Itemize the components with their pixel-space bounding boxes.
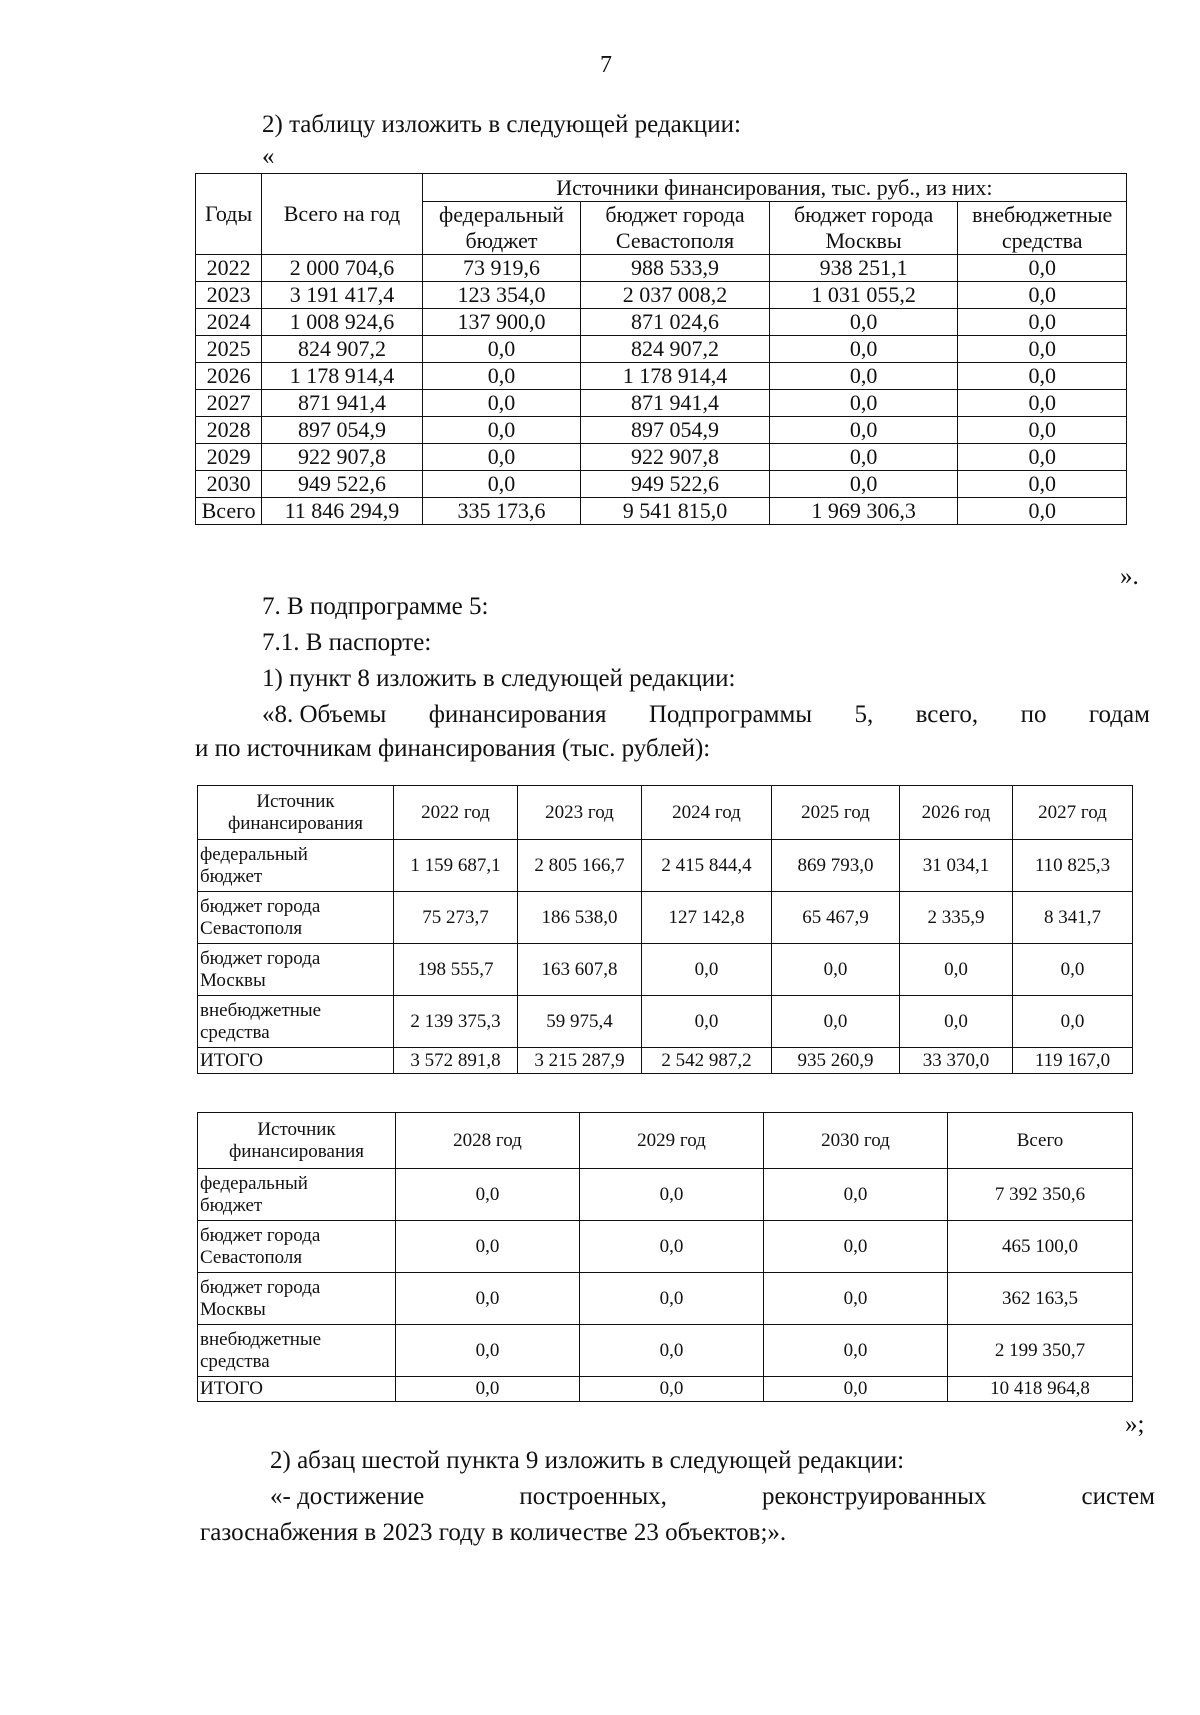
justified-word: «- достижение <box>270 1483 425 1510</box>
value-cell: 0,0 <box>580 1221 764 1273</box>
table-row <box>198 944 1133 996</box>
table-row <box>196 444 1127 471</box>
table-cell: 1 969 306,3 <box>769 498 958 525</box>
col-header-federal-1: федеральный <box>422 202 581 229</box>
col-header-sev-1: бюджет города <box>581 202 770 229</box>
table-row <box>196 471 1127 498</box>
table-cell: 0,0 <box>769 390 958 417</box>
intro-paragraph: 2) таблицу изложить в следующей редакции: <box>262 111 741 138</box>
table-row <box>196 498 1127 525</box>
row-label-cell <box>198 1325 396 1377</box>
table-row <box>198 1169 1133 1221</box>
header-source-line-1: Источник <box>257 1118 336 1140</box>
value-cell: 110 825,3 <box>1013 840 1133 892</box>
table-cell: 0,0 <box>769 336 958 363</box>
table-cell: 0,0 <box>958 471 1127 498</box>
value-cell: 33 370,0 <box>900 1048 1013 1074</box>
justified-word: финансирования <box>428 701 607 728</box>
row-label-line-1: ИТОГО <box>200 1049 264 1071</box>
table-header-row <box>198 786 1133 840</box>
year-header-cell: 2025 год <box>772 786 900 840</box>
header-source-line-2: финансирования <box>227 812 364 834</box>
table-cell: 2024 <box>196 309 262 336</box>
value-cell: 2 542 987,2 <box>642 1048 772 1074</box>
open-quote: « <box>262 143 275 170</box>
row-label-cell <box>198 1048 394 1074</box>
value-cell: 0,0 <box>772 944 900 996</box>
row-label-line-1: федеральный <box>200 1172 308 1194</box>
value-cell: 3 215 287,9 <box>518 1048 642 1074</box>
value-cell: 2 805 166,7 <box>518 840 642 892</box>
col-header-sev-2: Севастополя <box>581 228 770 255</box>
value-cell: 0,0 <box>396 1325 580 1377</box>
table-row <box>196 390 1127 417</box>
close-quote-2: »; <box>1125 1411 1145 1438</box>
value-cell: 0,0 <box>764 1221 948 1273</box>
table-cell: 0,0 <box>958 309 1127 336</box>
value-cell: 127 142,8 <box>642 892 772 944</box>
justified-word: Подпрограммы <box>648 701 813 728</box>
value-cell: 0,0 <box>900 944 1013 996</box>
row-label-line-2: средства <box>200 1350 270 1372</box>
row-label-line-1: федеральный <box>200 843 308 865</box>
table-cell: 0,0 <box>422 417 581 444</box>
row-label-line-2: бюджет <box>200 1194 263 1216</box>
row-label-line-2: Севастополя <box>200 1246 303 1268</box>
col-header-extra-1: внебюджетные <box>958 202 1127 229</box>
value-cell: 0,0 <box>396 1377 580 1402</box>
col-header-msk-1: бюджет города <box>769 202 958 229</box>
row-label-line-2: бюджет <box>200 865 263 887</box>
value-cell: 0,0 <box>764 1169 948 1221</box>
year-header-cell: 2022 год <box>394 786 518 840</box>
table-cell: 137 900,0 <box>422 309 581 336</box>
table-cell: 1 031 055,2 <box>769 282 958 309</box>
financing-table-2022-2027 <box>197 785 1133 1074</box>
table-cell: 949 522,6 <box>262 471 423 498</box>
table-cell: 11 846 294,9 <box>262 498 423 525</box>
table-cell: Всего <box>196 498 262 525</box>
table-cell: 73 919,6 <box>422 255 581 282</box>
table-cell: 0,0 <box>422 390 581 417</box>
table-cell: 0,0 <box>422 471 581 498</box>
table-cell: 335 173,6 <box>422 498 581 525</box>
table-cell: 3 191 417,4 <box>262 282 423 309</box>
value-cell: 0,0 <box>396 1221 580 1273</box>
justified-word: реконструированных <box>762 1483 987 1510</box>
row-label-line-1: бюджет города <box>200 947 321 969</box>
table-cell: 0,0 <box>958 417 1127 444</box>
year-header-cell: 2030 год <box>764 1113 948 1169</box>
value-cell: 935 260,9 <box>772 1048 900 1074</box>
table-row <box>198 840 1133 892</box>
table-cell: 949 522,6 <box>581 471 770 498</box>
table-cell: 2028 <box>196 417 262 444</box>
justified-word: годам <box>1088 701 1150 728</box>
item-8-line-2: и по источникам финансирования (тыс. рублей): <box>195 735 711 762</box>
table-row <box>198 1273 1133 1325</box>
table-cell: 2029 <box>196 444 262 471</box>
row-label-cell <box>198 840 394 892</box>
table-cell: 0,0 <box>958 282 1127 309</box>
table-cell: 0,0 <box>422 336 581 363</box>
table-cell: 871 941,4 <box>262 390 423 417</box>
value-cell: 163 607,8 <box>518 944 642 996</box>
section-7-1-heading: 7.1. В паспорте: <box>262 629 432 656</box>
close-quote-1: ». <box>1120 563 1139 590</box>
year-header-cell: 2023 год <box>518 786 642 840</box>
header-source-cell <box>198 1113 396 1169</box>
table-cell: 0,0 <box>958 336 1127 363</box>
table-cell: 0,0 <box>958 444 1127 471</box>
value-cell: 362 163,5 <box>948 1273 1133 1325</box>
table-cell: 2025 <box>196 336 262 363</box>
row-label-line-1: бюджет города <box>200 1276 321 1298</box>
year-header-cell: Всего <box>948 1113 1133 1169</box>
table-row <box>198 1048 1133 1074</box>
table-cell: 0,0 <box>422 444 581 471</box>
row-label-line-1: бюджет города <box>200 1224 321 1246</box>
table-row <box>196 417 1127 444</box>
table-row <box>198 1221 1133 1273</box>
table-cell: 897 054,9 <box>262 417 423 444</box>
value-cell: 0,0 <box>764 1273 948 1325</box>
item-2-paragraph: 2) абзац шестой пункта 9 изложить в следующей редакции: <box>270 1447 905 1474</box>
value-cell: 186 538,0 <box>518 892 642 944</box>
value-cell: 0,0 <box>900 996 1013 1048</box>
table-cell: 2026 <box>196 363 262 390</box>
table-cell: 922 907,8 <box>262 444 423 471</box>
table-cell: 0,0 <box>769 471 958 498</box>
table-row <box>196 363 1127 390</box>
table-cell: 938 251,1 <box>769 255 958 282</box>
col-header-years: Годы <box>196 174 262 255</box>
row-label-cell <box>198 1273 396 1325</box>
row-label-line-2: Москвы <box>200 969 266 991</box>
table-cell: 9 541 815,0 <box>581 498 770 525</box>
table-row <box>198 892 1133 944</box>
value-cell: 31 034,1 <box>900 840 1013 892</box>
row-label-line-1: внебюджетные <box>200 1328 322 1350</box>
table-cell: 2022 <box>196 255 262 282</box>
last-paragraph-line-2: газоснабжения в 2023 году в количестве 23 объектов;». <box>200 1519 787 1546</box>
table-row <box>196 255 1127 282</box>
value-cell: 59 975,4 <box>518 996 642 1048</box>
row-label-cell <box>198 1169 396 1221</box>
value-cell: 8 341,7 <box>1013 892 1133 944</box>
year-header-cell: 2026 год <box>900 786 1013 840</box>
row-label-cell <box>198 1377 396 1402</box>
table-cell: 0,0 <box>958 390 1127 417</box>
last-paragraph-line-1 <box>270 1482 1155 1512</box>
justified-word: 5, <box>854 701 874 728</box>
table-cell: 922 907,8 <box>581 444 770 471</box>
value-cell: 7 392 350,6 <box>948 1169 1133 1221</box>
value-cell: 10 418 964,8 <box>948 1377 1133 1402</box>
value-cell: 198 555,7 <box>394 944 518 996</box>
row-label-line-2: Москвы <box>200 1298 266 1320</box>
col-header-sources: Источники финансирования, тыс. руб., из них: <box>422 174 1126 202</box>
year-header-cell: 2024 год <box>642 786 772 840</box>
table-cell: 1 008 924,6 <box>262 309 423 336</box>
value-cell: 119 167,0 <box>1013 1048 1133 1074</box>
table-cell: 2 000 704,6 <box>262 255 423 282</box>
table-cell: 0,0 <box>958 363 1127 390</box>
year-header-cell: 2027 год <box>1013 786 1133 840</box>
year-header-cell: 2028 год <box>396 1113 580 1169</box>
value-cell: 0,0 <box>764 1325 948 1377</box>
table-cell: 0,0 <box>769 309 958 336</box>
value-cell: 869 793,0 <box>772 840 900 892</box>
value-cell: 0,0 <box>580 1273 764 1325</box>
financing-table-2028-2030 <box>197 1112 1133 1402</box>
value-cell: 75 273,7 <box>394 892 518 944</box>
value-cell: 0,0 <box>396 1273 580 1325</box>
value-cell: 1 159 687,1 <box>394 840 518 892</box>
header-source-line-2: финансирования <box>228 1140 365 1162</box>
table-cell: 1 178 914,4 <box>581 363 770 390</box>
table-cell: 0,0 <box>958 255 1127 282</box>
value-cell: 0,0 <box>764 1377 948 1402</box>
table-cell: 2030 <box>196 471 262 498</box>
table-cell: 824 907,2 <box>581 336 770 363</box>
row-label-line-2: средства <box>200 1021 270 1043</box>
value-cell: 0,0 <box>642 944 772 996</box>
justified-word: «8. Объемы <box>262 701 387 728</box>
table-cell: 0,0 <box>769 444 958 471</box>
row-label-cell <box>198 996 394 1048</box>
value-cell: 2 199 350,7 <box>948 1325 1133 1377</box>
table-header-row <box>198 1113 1133 1169</box>
table-cell: 988 533,9 <box>581 255 770 282</box>
table-cell: 0,0 <box>769 417 958 444</box>
row-label-cell <box>198 944 394 996</box>
table-cell: 897 054,9 <box>581 417 770 444</box>
justified-word: построенных, <box>519 1483 667 1510</box>
value-cell: 0,0 <box>580 1325 764 1377</box>
table-row <box>196 336 1127 363</box>
financing-table-by-year <box>195 173 1127 525</box>
value-cell: 0,0 <box>772 996 900 1048</box>
row-label-line-1: внебюджетные <box>200 999 322 1021</box>
table-cell: 2023 <box>196 282 262 309</box>
table-row <box>196 309 1127 336</box>
section-7-heading: 7. В подпрограмме 5: <box>262 593 489 620</box>
value-cell: 465 100,0 <box>948 1221 1133 1273</box>
table-cell: 0,0 <box>769 363 958 390</box>
col-header-total: Всего на год <box>262 174 423 255</box>
table-row <box>196 282 1127 309</box>
table-cell: 2 037 008,2 <box>581 282 770 309</box>
year-header-cell: 2029 год <box>580 1113 764 1169</box>
header-source-line-1: Источник <box>256 790 335 812</box>
justified-word: систем <box>1081 1483 1155 1510</box>
row-label-line-1: бюджет города <box>200 895 321 917</box>
value-cell: 2 415 844,4 <box>642 840 772 892</box>
row-label-line-2: Севастополя <box>200 917 303 939</box>
value-cell: 65 467,9 <box>772 892 900 944</box>
table-cell: 824 907,2 <box>262 336 423 363</box>
value-cell: 0,0 <box>1013 944 1133 996</box>
table-cell: 0,0 <box>422 363 581 390</box>
value-cell: 0,0 <box>396 1169 580 1221</box>
table-row <box>198 996 1133 1048</box>
table-row <box>198 1325 1133 1377</box>
table-cell: 871 941,4 <box>581 390 770 417</box>
value-cell: 0,0 <box>580 1169 764 1221</box>
value-cell: 3 572 891,8 <box>394 1048 518 1074</box>
row-label-cell <box>198 1221 396 1273</box>
justified-word: по <box>1020 701 1047 728</box>
table-cell: 123 354,0 <box>422 282 581 309</box>
table-cell: 1 178 914,4 <box>262 363 423 390</box>
row-label-line-1: ИТОГО <box>200 1378 264 1399</box>
justified-word: всего, <box>915 701 979 728</box>
item-8-line-1 <box>262 700 1150 730</box>
value-cell: 2 139 375,3 <box>394 996 518 1048</box>
value-cell: 2 335,9 <box>900 892 1013 944</box>
header-source-cell <box>198 786 394 840</box>
row-label-cell <box>198 892 394 944</box>
value-cell: 0,0 <box>580 1377 764 1402</box>
page-number: 7 <box>600 52 612 78</box>
table-cell: 2027 <box>196 390 262 417</box>
col-header-federal-2: бюджет <box>422 228 581 255</box>
table-cell: 0,0 <box>958 498 1127 525</box>
col-header-msk-2: Москвы <box>769 228 958 255</box>
value-cell: 0,0 <box>642 996 772 1048</box>
table-cell: 871 024,6 <box>581 309 770 336</box>
col-header-extra-2: средства <box>958 228 1127 255</box>
item-1-paragraph: 1) пункт 8 изложить в следующей редакции: <box>262 665 736 692</box>
table-row <box>198 1377 1133 1402</box>
value-cell: 0,0 <box>1013 996 1133 1048</box>
